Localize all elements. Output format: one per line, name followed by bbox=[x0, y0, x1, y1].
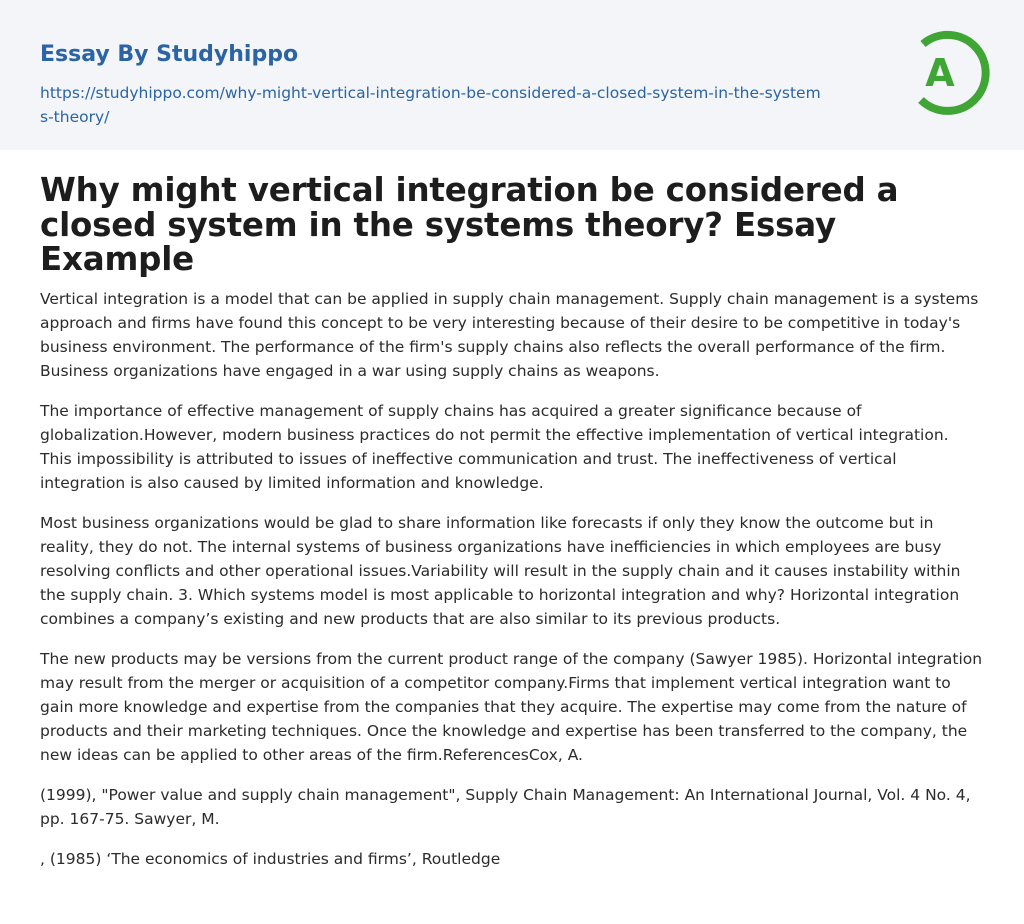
logo-letter: A bbox=[925, 51, 955, 95]
studyhippo-logo-icon[interactable] bbox=[906, 25, 992, 119]
reference-paragraph: , (1985) ‘The economics of industries and firms’, Routledge bbox=[40, 849, 501, 868]
reference-paragraph: (1999), "Power value and supply chain management", Supply Chain Management: An International Journal, Vol. 4 No. 4, pp. 167-75. Sawyer, M. bbox=[40, 785, 971, 828]
essay-paragraph: The importance of effective management of supply chains has acquired a greater significance because of globalization.However, modern business practices do not permit the effective implementation of vertical integration. This impossibility is attributed to issues of ineffective communication and trust. The ineffectiveness of vertical integration is also caused by limited information and knowledge. bbox=[40, 401, 949, 492]
essay-paragraph: Vertical integration is a model that can be applied in supply chain management. Supply chain management is a systems approach and firms have found this concept to be very interesting because of their desire to be competitive in today's business environment. The performance of the firm's supply chains also reflects the overall performance of the firm. Business organizations have engaged in a war using supply chains as weapons. bbox=[40, 289, 979, 380]
essay-content bbox=[0, 173, 1024, 871]
site-header bbox=[0, 0, 1024, 150]
essay-paragraph: Most business organizations would be glad to share information like forecasts if only they know the outcome but in reality, they do not. The internal systems of business organizations have inefficiencies in which employees are busy resolving conflicts and other operational issues.Variability will result in the supply chain and it causes instability within the supply chain. 3. Which systems model is most applicable to horizontal integration and why? Horizontal integration combines a company’s existing and new products that are also similar to its previous products. bbox=[40, 513, 961, 628]
site-title[interactable]: Essay By Studyhippo bbox=[40, 42, 299, 67]
essay-paragraph: The new products may be versions from the current product range of the company (Sawyer 1985). Horizontal integration may result from the merger or acquisition of a competitor company.Firms that implement vertical integration want to gain more knowledge and expertise from the companies that they acquire. The expertise may come from the nature of products and their marketing techniques. Once the knowledge and expertise has been transferred to the company, the new ideas can be applied to other areas of the firm.ReferencesCox, A. bbox=[40, 649, 983, 764]
essay-title: Why might vertical integration be considered a closed system in the systems theory? Essay Example bbox=[40, 171, 899, 278]
source-url-link[interactable]: https://studyhippo.com/why-might-vertical-integration-be-considered-a-closed-system-in-the-systems-theory/ bbox=[40, 84, 821, 126]
